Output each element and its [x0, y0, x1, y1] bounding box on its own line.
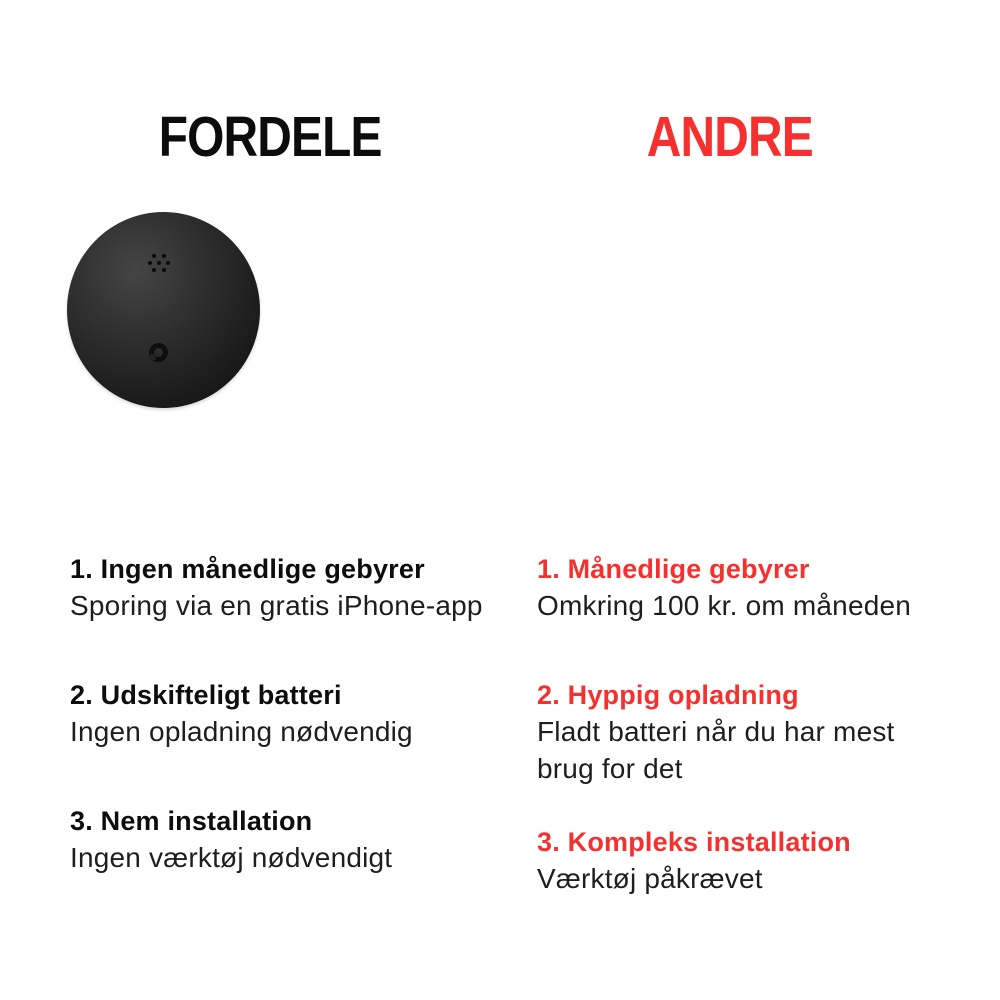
item-heading: 1. Ingen månedlige gebyrer — [70, 554, 425, 584]
item-body: Fladt batteri når du har mest brug for det — [537, 716, 895, 784]
advantages-column — [70, 552, 540, 876]
product-image — [67, 212, 260, 408]
list-item — [70, 552, 540, 624]
left-column-title: FORDELE — [158, 105, 382, 169]
item-heading: 1. Månedlige gebyrer — [537, 554, 810, 584]
tracker-device — [67, 212, 260, 408]
item-heading: 2. Hyppig opladning — [537, 680, 799, 710]
item-body: Ingen værktøj nødvendigt — [70, 842, 393, 873]
item-body: Ingen opladning nødvendig — [70, 716, 413, 747]
list-item — [537, 678, 957, 787]
item-body: Omkring 100 kr. om måneden — [537, 590, 912, 621]
brand-logo-icon — [149, 343, 168, 362]
item-body: Værktøj påkrævet — [537, 863, 763, 894]
speaker-grille-icon — [157, 261, 161, 265]
item-body: Sporing via en gratis iPhone-app — [70, 590, 483, 621]
item-heading: 3. Nem installation — [70, 806, 313, 836]
item-heading: 3. Kompleks installation — [537, 827, 851, 857]
list-item — [70, 804, 540, 876]
others-column — [537, 552, 957, 897]
list-item — [537, 825, 957, 897]
right-column-title: ANDRE — [646, 105, 813, 169]
list-item — [70, 678, 540, 750]
list-item — [537, 552, 957, 624]
item-heading: 2. Udskifteligt batteri — [70, 680, 342, 710]
